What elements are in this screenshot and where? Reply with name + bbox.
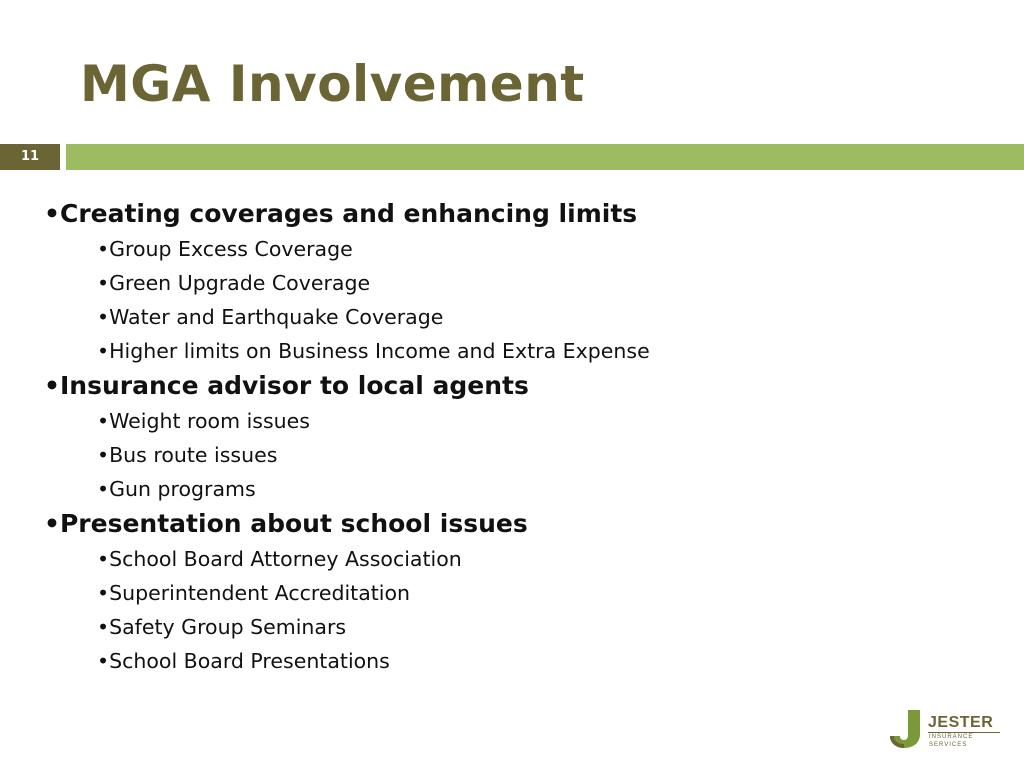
slide-title: MGA Involvement <box>80 55 585 113</box>
list-item: •Weight room issues <box>97 409 310 433</box>
bullet-icon: • <box>97 443 110 467</box>
bullet-list <box>44 196 944 678</box>
bullet-icon: • <box>97 477 110 501</box>
list-item: •Superintendent Accreditation <box>97 581 411 605</box>
list-item: •Green Upgrade Coverage <box>97 271 371 295</box>
section-heading: •Insurance advisor to local agents <box>44 371 529 400</box>
list-item: •School Board Presentations <box>97 649 390 673</box>
list-item: •Group Excess Coverage <box>97 237 353 261</box>
bullet-icon: • <box>97 305 110 329</box>
bullet-icon: • <box>97 581 110 605</box>
bullet-icon: • <box>97 339 110 363</box>
slide-number: 11 <box>0 144 60 170</box>
section-heading: •Creating coverages and enhancing limits <box>44 199 638 228</box>
accent-bar <box>66 144 1024 170</box>
list-item: •Water and Earthquake Coverage <box>97 305 444 329</box>
list-item: •Higher limits on Business Income and Extra Expense <box>97 339 650 363</box>
jester-j-icon <box>884 708 926 750</box>
bullet-icon: • <box>97 409 110 433</box>
list-item: •Bus route issues <box>97 443 278 467</box>
bullet-icon: • <box>97 237 110 261</box>
bullet-icon: • <box>97 615 110 639</box>
list-item: •Gun programs <box>97 477 256 501</box>
logo-name: JESTER <box>928 714 994 731</box>
section-heading: •Presentation about school issues <box>44 509 528 538</box>
bullet-icon: • <box>44 371 60 400</box>
list-item: •Safety Group Seminars <box>97 615 347 639</box>
bullet-icon: • <box>97 271 110 295</box>
bullet-icon: • <box>97 547 110 571</box>
bullet-icon: • <box>44 199 60 228</box>
bullet-icon: • <box>44 509 60 538</box>
list-item: •School Board Attorney Association <box>97 547 462 571</box>
logo-tagline: INSURANCE SERVICES <box>929 734 974 748</box>
jester-logo <box>884 708 1012 750</box>
bullet-icon: • <box>97 649 110 673</box>
